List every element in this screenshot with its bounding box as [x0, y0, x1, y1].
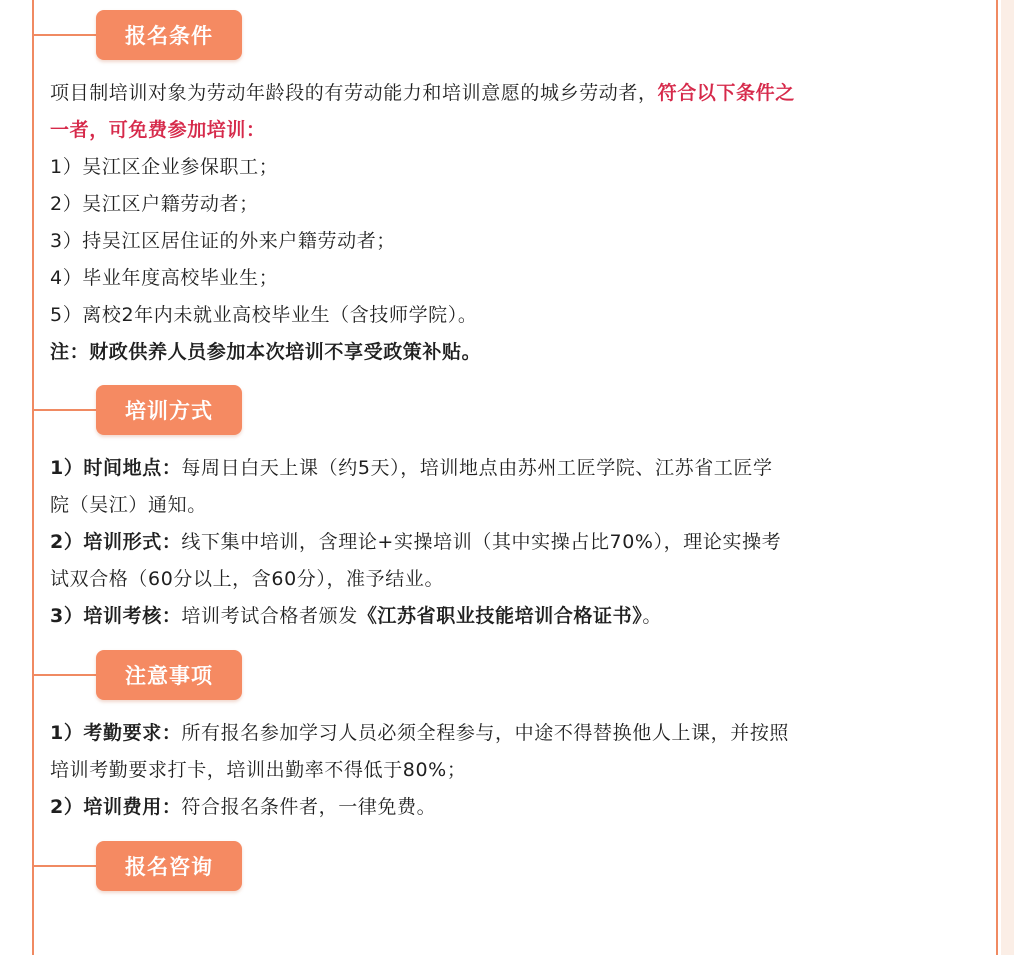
item-label: 1）考勤要求：	[50, 722, 182, 744]
training-method-body	[50, 450, 970, 635]
item-label: 2）培训费用：	[50, 796, 182, 818]
list-item	[50, 598, 970, 635]
item-text: 每周日白天上课（约5天），培训地点由苏州工匠学院、江苏省工匠学	[181, 457, 773, 479]
item-text-cont: 试双合格（60分以上，含60分），准予结业。	[50, 568, 445, 590]
section-title: 培训方式	[96, 385, 242, 435]
section-header-notes	[32, 650, 332, 700]
list-item: 5）离校2年内未就业高校毕业生（含技师学院）。	[50, 304, 478, 326]
item-label: 1）时间地点：	[50, 457, 182, 479]
page-margin	[1001, 0, 1014, 955]
header-connector-line	[32, 34, 96, 36]
item-text: 所有报名参加学习人员必须全程参与，中途不得替换他人上课，并按照	[181, 722, 790, 744]
item-label: 2）培训形式：	[50, 531, 182, 553]
intro-highlight-cont: 一者，可免费参加培训：	[50, 119, 266, 141]
list-item: 2）吴江区户籍劳动者；	[50, 193, 259, 215]
intro-paragraph	[50, 75, 970, 149]
intro-text: 项目制培训对象为劳动年龄段的有劳动能力和培训意愿的城乡劳动者，	[50, 82, 658, 104]
item-text-cont: 培训考勤要求打卡，培训出勤率不得低于80%；	[50, 759, 467, 781]
item-text-cont: 院（吴江）通知。	[50, 494, 207, 516]
section-header-registration-inquiry	[32, 841, 332, 891]
notes-body	[50, 715, 970, 826]
header-connector-line	[32, 674, 96, 676]
note-text: 注：财政供养人员参加本次培训不享受政策补贴。	[50, 341, 482, 363]
section-title: 注意事项	[96, 650, 242, 700]
registration-conditions-body	[50, 75, 970, 371]
section-title: 报名咨询	[96, 841, 242, 891]
list-item: 4）毕业年度高校毕业生；	[50, 267, 279, 289]
item-label: 3）培训考核：	[50, 605, 182, 627]
item-text: 线下集中培训，含理论+实操培训（其中实操占比70%），理论实操考	[181, 531, 782, 553]
list-item	[50, 789, 970, 826]
intro-highlight: 符合以下条件之	[657, 82, 795, 104]
section-header-training-method	[32, 385, 332, 435]
section-header-registration-conditions	[32, 10, 332, 60]
certificate-name: 《江苏省职业技能培训合格证书》	[357, 605, 643, 627]
list-item: 3）持吴江区居住证的外来户籍劳动者；	[50, 230, 396, 252]
list-item	[50, 715, 970, 789]
list-item	[50, 450, 970, 524]
list-item: 1）吴江区企业参保职工；	[50, 156, 279, 178]
item-end: 。	[642, 605, 662, 627]
header-connector-line	[32, 409, 96, 411]
header-connector-line	[32, 865, 96, 867]
item-text: 培训考试合格者颁发	[181, 605, 358, 627]
section-title: 报名条件	[96, 10, 242, 60]
list-item	[50, 524, 970, 598]
item-text: 符合报名条件者，一律免费。	[181, 796, 437, 818]
